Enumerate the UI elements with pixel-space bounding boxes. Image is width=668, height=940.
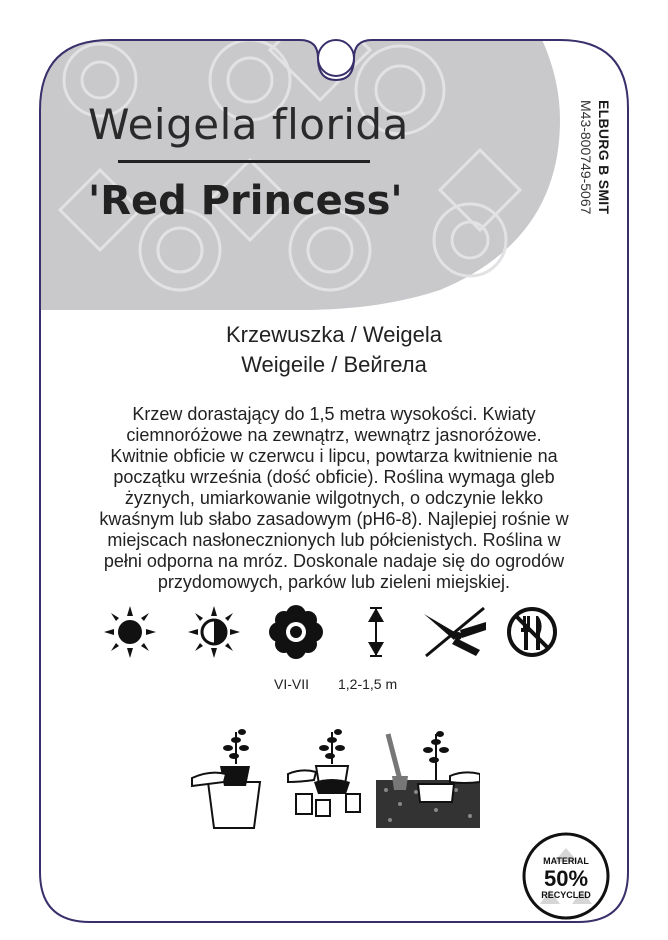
flowering-months: VI-VII — [274, 676, 310, 692]
planting-step-2-icon — [288, 729, 360, 816]
care-icons — [90, 604, 560, 664]
recycle-top-text: MATERIAL — [543, 856, 589, 866]
description-line: ciemnoróżowe na zewnątrz, wewnątrz jasnoróżowe. — [126, 425, 542, 445]
sun-icon — [102, 604, 158, 660]
product-code: M43-800749-5067 — [578, 100, 594, 215]
recycled-material-badge — [520, 830, 612, 922]
brand-name: ELBURG B SMIT — [596, 100, 612, 215]
recycle-bottom-text: RECYCLED — [541, 890, 591, 900]
description-line: przydomowych, parków lub zieleni miejskiej. — [157, 572, 511, 592]
recycle-percent: 50% — [543, 866, 589, 891]
common-name-line1: Krzewuszka / Weigela — [225, 322, 442, 347]
title-latin: Weigela florida — [88, 100, 409, 149]
description — [80, 404, 588, 593]
vertical-brand-block — [575, 100, 615, 240]
hang-hole — [318, 40, 354, 76]
planting-step-3-icon — [376, 731, 480, 828]
common-name-line2: Weigeile / Вейгела — [241, 352, 427, 377]
planting-step-1-icon — [192, 729, 260, 828]
planting-instructions — [190, 720, 480, 830]
flower-icon — [268, 604, 324, 660]
description-line: Kwitnie obficie w czerwcu i lipcu, powtarza kwitnienie na — [110, 446, 558, 466]
title-divider — [118, 160, 370, 163]
height-range: 1,2-1,5 m — [338, 676, 398, 692]
height-arrow-icon — [348, 604, 404, 660]
description-line: pełni odporna na mróz. Doskonale nadaje się do ogrodów — [103, 551, 565, 571]
description-line: Krzew dorastający do 1,5 metra wysokości. Kwiaty — [132, 404, 536, 424]
description-line: początku września (dość obficie). Roślina wymaga gleb — [113, 467, 555, 487]
description-line: kwaśnym lub słabo zasadowym (pH6-8). Najlepiej rośnie w — [99, 509, 569, 529]
half-shade-icon — [186, 604, 242, 660]
no-fork-knife-icon — [504, 604, 560, 660]
description-line: żyznych, umiarkowanie wilgotnych, o odczynie lekko — [124, 488, 544, 508]
description-line: miejscach nasłonecznionych lub półcienistych. Roślina w — [107, 530, 561, 550]
no-pruning-icon — [420, 604, 490, 660]
title-cultivar: 'Red Princess' — [88, 178, 403, 224]
